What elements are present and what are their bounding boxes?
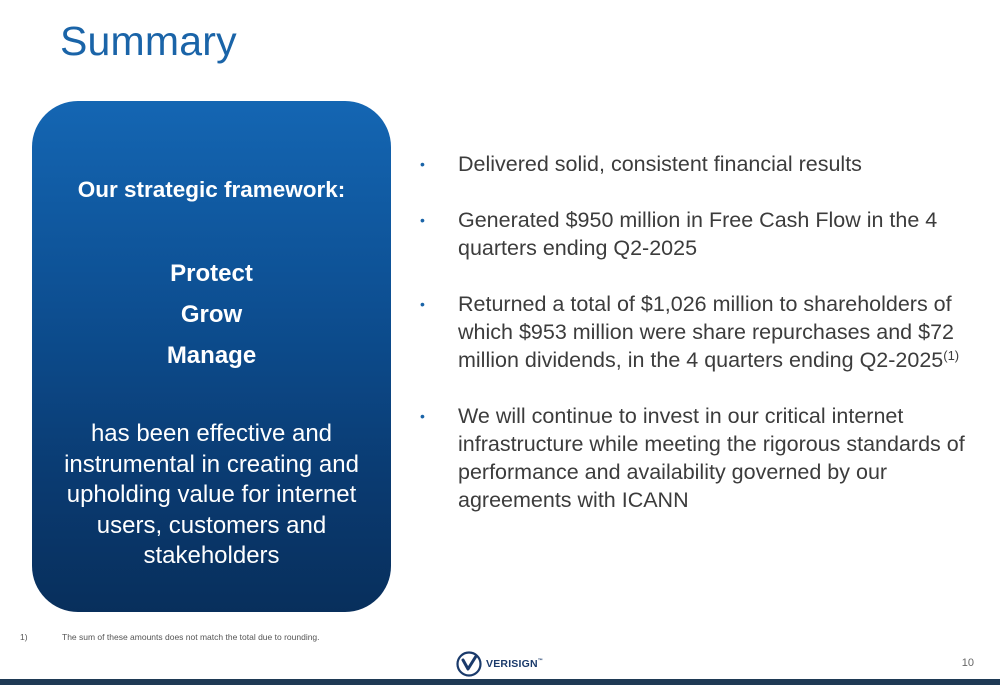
bullet-text: We will continue to invest in our critical internet infrastructure while meeting the rigorous standards of performance and availability governed by our agreements with ICANN [458,404,965,512]
pillar-manage: Manage [166,342,257,369]
footnote-number: 1) [20,632,28,642]
summary-bullet-list [420,150,980,514]
bullet-icon: • [420,156,425,172]
pillar-protect: Protect [170,260,253,287]
bullet-text: Delivered solid, consistent financial results [458,152,862,176]
bullet-item [420,206,980,262]
footnote [20,632,320,642]
bullet-item [420,150,980,178]
panel-body-text: has been effective and instrumental in creating and upholding value for internet users, customers and stakeholders [64,420,359,569]
verisign-check-logo-icon [456,651,482,677]
pillar-grow: Grow [180,301,243,328]
bullet-icon: • [420,408,425,424]
strategic-framework-panel [32,101,391,612]
footnote-reference: (1) [943,348,960,363]
bullet-icon: • [420,296,425,312]
bullet-text: Generated $950 million in Free Cash Flow in the 4 quarters ending Q2-2025 [458,208,938,260]
bullet-item [420,402,980,514]
bullet-text: Returned a total of $1,026 million to shareholders of which $953 million were share repurchases and $72 million dividends, in the 4 quarters ending Q2-2025 [458,292,954,372]
pillars-list [32,253,391,376]
verisign-logo [456,651,543,677]
panel-heading: Our strategic framework: [77,177,346,202]
bullet-icon: • [420,212,425,228]
bottom-bar [0,679,1000,685]
bullet-item [420,290,980,374]
logo-wordmark: VERISIGN™ [486,658,543,670]
footnote-text: The sum of these amounts does not match the total due to rounding. [62,632,320,642]
page-title: Summary [60,18,237,64]
page-number: 10 [961,657,974,669]
